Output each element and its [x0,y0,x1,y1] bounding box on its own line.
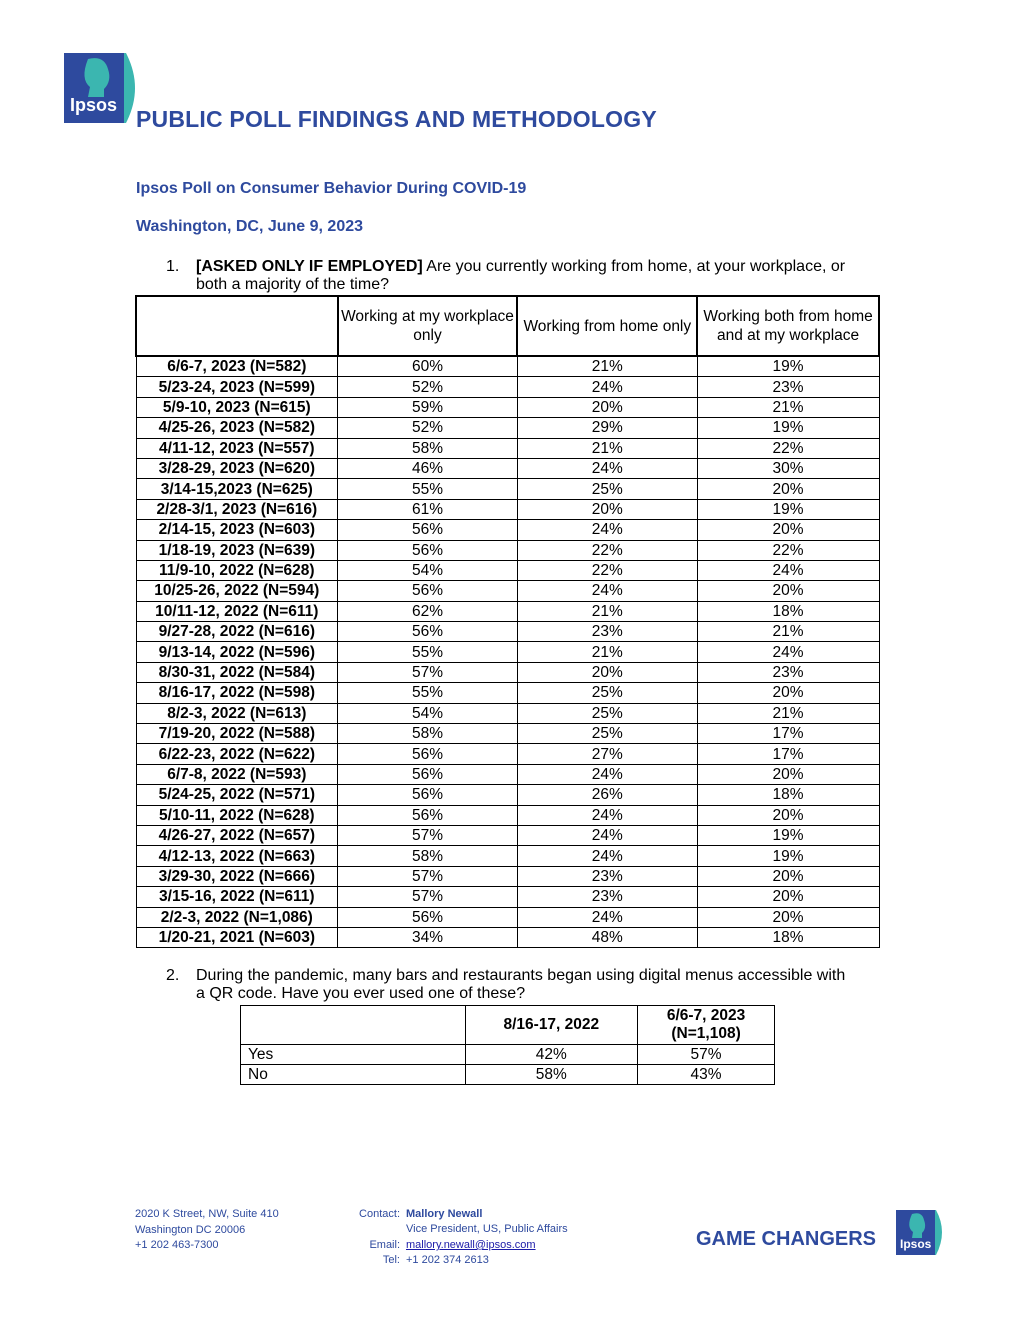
row-label: 6/7-8, 2022 (N=593) [136,764,338,784]
question-text: Are you currently working from home, at your workplace, or [426,258,846,275]
table-row [136,887,879,907]
table-row [136,458,879,478]
row-label: 11/9-10, 2022 (N=628) [136,560,338,580]
question-number: 1. [166,258,180,275]
table-cell: 56% [338,744,518,764]
table-cell: 52% [338,377,518,397]
row-label: 9/13-14, 2022 (N=596) [136,642,338,662]
table-cell: 24% [697,642,879,662]
table-cell: 20% [697,805,879,825]
work-location-table [135,295,880,948]
table-cell: 19% [697,418,879,438]
table-cell: 23% [517,622,697,642]
table-cell: 23% [697,377,879,397]
row-label: 4/25-26, 2023 (N=582) [136,418,338,438]
table-cell: 24% [517,846,697,866]
table-cell: 19% [697,499,879,519]
table-cell: 20% [697,866,879,886]
table-cell: 21% [517,601,697,621]
table-row [136,927,879,947]
table-cell: 52% [338,418,518,438]
table-row [136,825,879,845]
address-line: 2020 K Street, NW, Suite 410 [135,1208,279,1220]
table-cell: 25% [517,703,697,723]
table-row [136,540,879,560]
address-phone: +1 202 463-7300 [135,1239,219,1251]
table-cell: 29% [517,418,697,438]
table-cell: 23% [517,887,697,907]
table-cell: 43% [638,1065,775,1085]
table-cell: 55% [338,683,518,703]
dateline: Washington, DC, June 9, 2023 [136,218,364,235]
row-label: 5/24-25, 2022 (N=571) [136,785,338,805]
question-number: 2. [166,967,180,984]
table-cell: 24% [697,560,879,580]
row-label: No [241,1065,466,1085]
table-cell: 20% [697,887,879,907]
table-cell: 17% [697,724,879,744]
table-cell: 58% [465,1065,638,1085]
table-cell: 20% [697,581,879,601]
tagline: GAME CHANGERS [696,1228,877,1250]
table-cell: 24% [517,825,697,845]
table-row [136,907,879,927]
table-cell: 24% [517,907,697,927]
table-row [136,581,879,601]
table-cell: 19% [697,846,879,866]
table-cell: 61% [338,499,518,519]
table-cell: 21% [517,438,697,458]
question-text-cont: both a majority of the time? [196,276,389,293]
table-cell: 25% [517,724,697,744]
table-row [136,683,879,703]
table-cell: 62% [338,601,518,621]
table-cell: 55% [338,642,518,662]
contact-title: Vice President, US, Public Affairs [406,1223,568,1235]
table-cell: 20% [517,662,697,682]
contact-name: Mallory Newall [406,1208,483,1220]
table-cell: 56% [338,581,518,601]
email-link[interactable]: mallory.newall@ipsos.com [406,1239,536,1251]
row-label: 8/30-31, 2022 (N=584) [136,662,338,682]
table-row [136,642,879,662]
table-cell: 20% [697,479,879,499]
table-cell: 54% [338,560,518,580]
column-header-line: (N=1,108) [671,1025,741,1042]
ipsos-logo [64,53,138,123]
table-cell: 59% [338,397,518,417]
table-cell: 57% [338,825,518,845]
row-label: 3/15-16, 2022 (N=611) [136,887,338,907]
table-cell: 18% [697,927,879,947]
row-label: 4/12-13, 2022 (N=663) [136,846,338,866]
row-label: 5/23-24, 2023 (N=599) [136,377,338,397]
table-cell: 56% [338,907,518,927]
logo-text: Ipsos [70,95,118,115]
table-row [136,662,879,682]
column-header: 8/16-17, 2022 [465,1006,638,1045]
table-cell: 22% [517,560,697,580]
table-cell: 25% [517,479,697,499]
table-cell: 48% [517,927,697,947]
table-cell: 23% [697,662,879,682]
table-row [136,846,879,866]
table-cell: 21% [697,622,879,642]
table-row [241,1065,775,1085]
table-row [136,785,879,805]
row-label: 5/9-10, 2023 (N=615) [136,397,338,417]
table-row [136,520,879,540]
footer-address [135,1207,279,1254]
table-header-row [136,296,879,356]
table-cell: 57% [338,662,518,682]
column-header-line: 6/6-7, 2023 [666,1007,746,1024]
table-row [136,724,879,744]
row-label: 2/2-3, 2022 (N=1,086) [136,907,338,927]
table-header-row [241,1006,775,1045]
table-cell: 24% [517,377,697,397]
row-label: 2/28-3/1, 2023 (N=616) [136,499,338,519]
tel-number: +1 202 374 2613 [406,1254,489,1266]
table-cell: 18% [697,601,879,621]
table-cell: 20% [697,520,879,540]
table-cell: 20% [697,907,879,927]
poll-subtitle: Ipsos Poll on Consumer Behavior During COVID-19 [136,180,527,197]
table-cell: 21% [697,703,879,723]
table-cell: 26% [517,785,697,805]
table-cell: 23% [517,866,697,886]
page-title: PUBLIC POLL FINDINGS AND METHODOLOGY [136,106,657,132]
table-row [136,499,879,519]
row-label: 2/14-15, 2023 (N=603) [136,520,338,540]
table-cell: 22% [697,540,879,560]
table-cell: 57% [638,1045,775,1065]
table-row [136,866,879,886]
table-row [136,397,879,417]
column-header: Working both from home and at my workplace [697,296,879,356]
row-label: Yes [241,1045,466,1065]
table-row [136,622,879,642]
header-blank [136,296,338,356]
table-cell: 22% [517,540,697,560]
table-cell: 58% [338,438,518,458]
table-cell: 55% [338,479,518,499]
column-header: Working at my workplace only [338,296,518,356]
row-label: 3/28-29, 2023 (N=620) [136,458,338,478]
table-cell: 56% [338,785,518,805]
table-row [136,805,879,825]
table-cell: 56% [338,540,518,560]
table-cell: 34% [338,927,518,947]
table-cell: 24% [517,458,697,478]
row-label: 8/2-3, 2022 (N=613) [136,703,338,723]
row-label: 1/20-21, 2021 (N=603) [136,927,338,947]
row-label: 3/29-30, 2022 (N=666) [136,866,338,886]
table-cell: 21% [697,397,879,417]
table-cell: 20% [697,764,879,784]
table-cell: 24% [517,581,697,601]
table-cell: 17% [697,744,879,764]
address-line: Washington DC 20006 [135,1223,246,1236]
table-cell: 21% [517,642,697,662]
row-label: 6/22-23, 2022 (N=622) [136,744,338,764]
table-cell: 25% [517,683,697,703]
table-row [136,703,879,723]
table-cell: 58% [338,724,518,744]
row-label: 1/18-19, 2023 (N=639) [136,540,338,560]
table-row [136,479,879,499]
table-cell: 56% [338,764,518,784]
email-label: Email: [369,1239,400,1251]
table-cell: 57% [338,866,518,886]
table-row [136,356,879,377]
row-label: 7/19-20, 2022 (N=588) [136,724,338,744]
table-cell: 19% [697,356,879,377]
table-row [241,1045,775,1065]
tel-label: Tel: [382,1254,400,1266]
table-cell: 20% [697,683,879,703]
row-label: 5/10-11, 2022 (N=628) [136,805,338,825]
row-label: 4/26-27, 2022 (N=657) [136,825,338,845]
row-label: 10/11-12, 2022 (N=611) [136,601,338,621]
header-blank [241,1006,466,1045]
column-header [638,1006,775,1045]
qr-menu-table [240,1005,775,1085]
table-cell: 57% [338,887,518,907]
column-header: Working from home only [517,296,697,356]
table-row [136,377,879,397]
table-cell: 24% [517,805,697,825]
table-cell: 56% [338,622,518,642]
table-row [136,764,879,784]
table-row [136,744,879,764]
table-cell: 27% [517,744,697,764]
row-label: 6/6-7, 2023 (N=582) [136,356,338,377]
table-cell: 24% [517,764,697,784]
table-cell: 20% [517,397,697,417]
table-cell: 24% [517,520,697,540]
table-row [136,418,879,438]
table-cell: 56% [338,520,518,540]
table-cell: 21% [517,356,697,377]
question-text: During the pandemic, many bars and restaurants began using digital menus accessible with [196,967,846,984]
ipsos-logo-small [896,1210,944,1255]
table-row [136,560,879,580]
contact-label: Contact: [359,1208,400,1220]
table-cell: 22% [697,438,879,458]
table-cell: 58% [338,846,518,866]
footer-contact [340,1207,600,1269]
table-cell: 60% [338,356,518,377]
table-row [136,438,879,458]
table-cell: 54% [338,703,518,723]
table-cell: 19% [697,825,879,845]
logo-text: Ipsos [900,1237,932,1251]
question-text-cont: a QR code. Have you ever used one of these? [196,985,526,1002]
table-row [136,601,879,621]
row-label: 3/14-15,2023 (N=625) [136,479,338,499]
table-cell: 56% [338,805,518,825]
row-label: 4/11-12, 2023 (N=557) [136,438,338,458]
row-label: 10/25-26, 2022 (N=594) [136,581,338,601]
row-label: 8/16-17, 2022 (N=598) [136,683,338,703]
table-cell: 30% [697,458,879,478]
table-cell: 20% [517,499,697,519]
table-cell: 46% [338,458,518,478]
table-cell: 42% [465,1045,638,1065]
question-prefix: [ASKED ONLY IF EMPLOYED] [196,258,423,275]
row-label: 9/27-28, 2022 (N=616) [136,622,338,642]
table-cell: 18% [697,785,879,805]
